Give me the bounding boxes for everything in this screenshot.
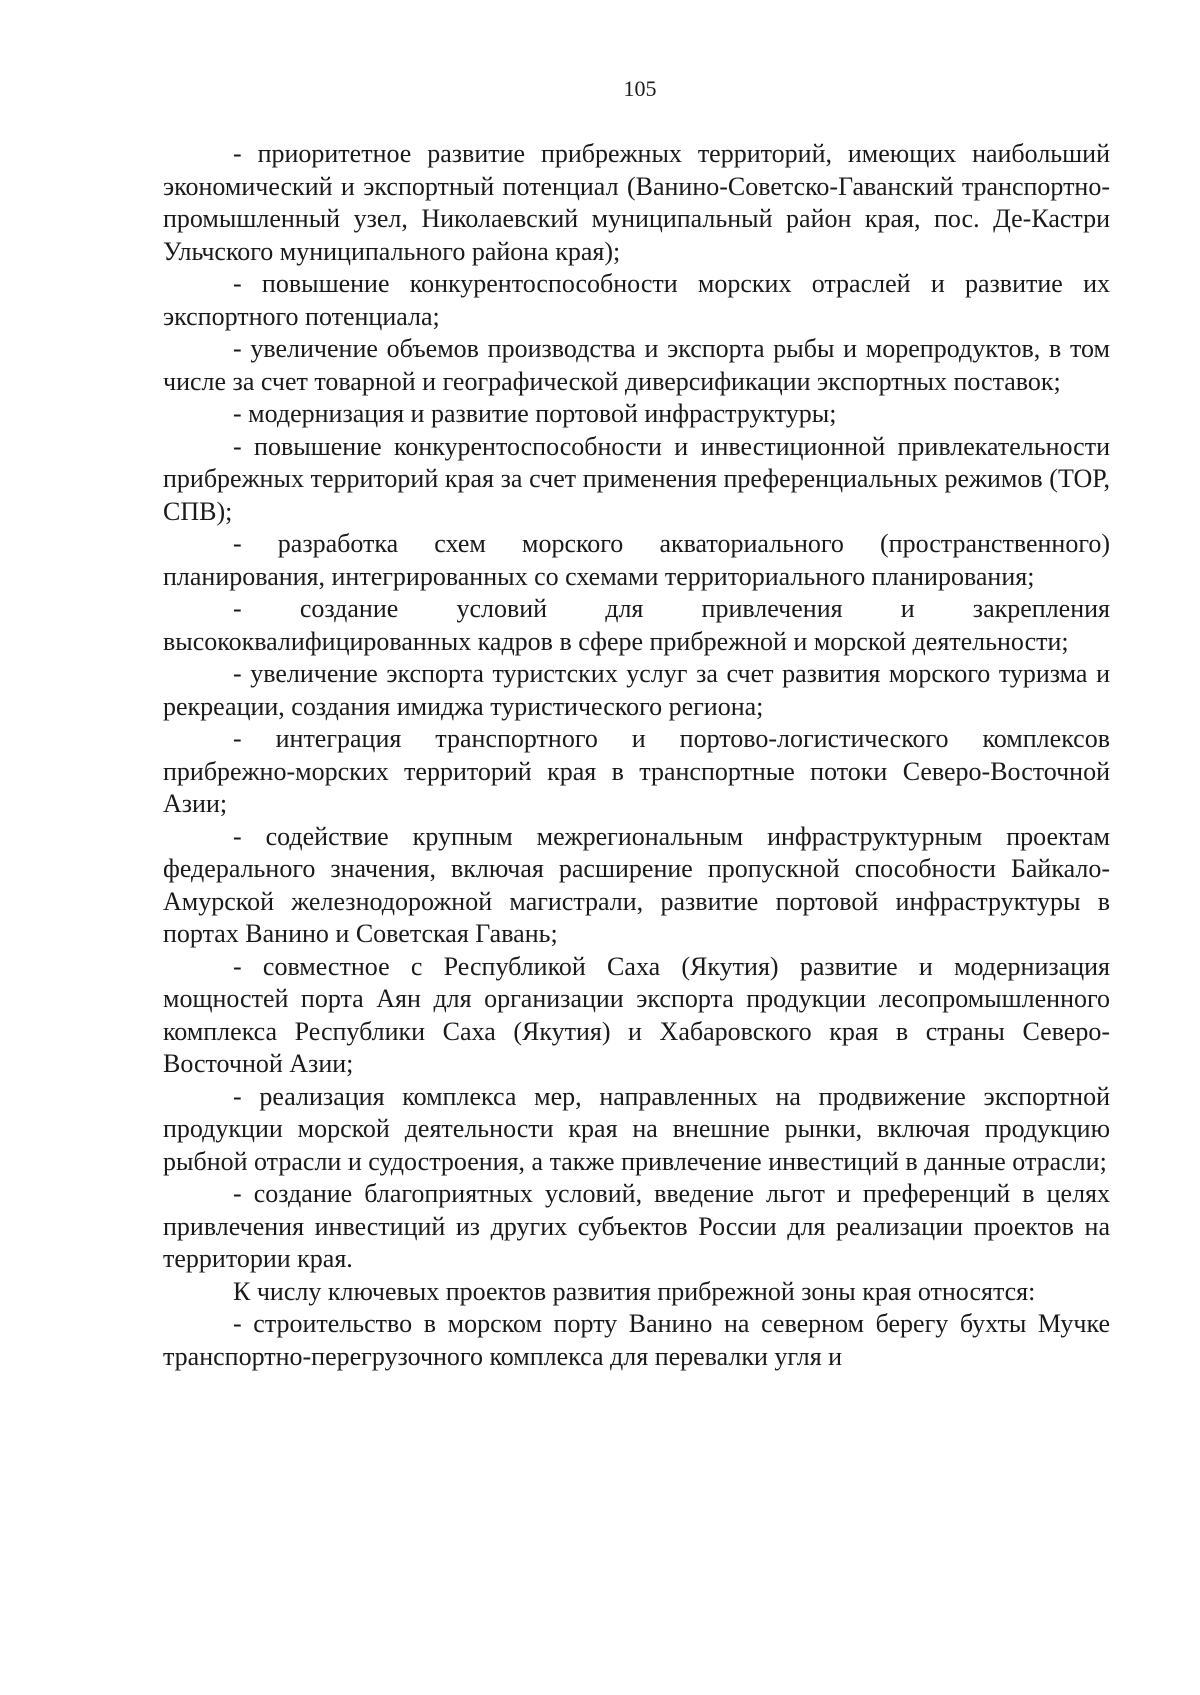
paragraph: - модернизация и развитие портовой инфраструктуры; bbox=[233, 399, 837, 428]
paragraph: - интеграция транспортного и портово-логистического комплексов прибрежно-морских территорий края в транспортные потоки Северо-Восточной Азии; bbox=[163, 724, 1110, 818]
paragraph: К числу ключевых проектов развития прибрежной зоны края относятся: bbox=[233, 1276, 1036, 1306]
page-number: 105 bbox=[623, 76, 657, 101]
paragraph: - совместное с Республикой Саха (Якутия) развитие и модернизация мощностей порта Аян для организации экспорта продукции лесопромышленного комплекса Республики Саха (Якутия) и Хабаровского края в страны Северо-Восточной Азии; bbox=[163, 951, 1110, 1078]
paragraph: - увеличение объемов производства и экспорта рыбы и морепродуктов, в том числе за счет товарной и географической диверсификации экспортных поставок; bbox=[163, 334, 1110, 396]
document-body bbox=[163, 138, 1110, 1373]
paragraph: - реализация комплекса мер, направленных на продвижение экспортной продукции морской деятельности края на внешние рынки, включая продукцию рыбной отрасли и судостроения, а также привлечение инвестиций в данные отрасли; bbox=[163, 1081, 1110, 1176]
paragraph: - содействие крупным межрегиональным инфраструктурным проектам федерального значения, включая расширение пропускной способности Байкало-Амурской железнодорожной магистрали, развитие портовой инфраструктуры в портах Ванино и Советская Гавань; bbox=[163, 821, 1110, 948]
paragraph: - строительство в морском порту Ванино на северном берегу бухты Мучке транспортно-перегрузочного комплекса для перевалки угля и bbox=[163, 1309, 1110, 1371]
paragraph: - повышение конкурентоспособности и инвестиционной привлекательности прибрежных территорий края за счет применения преференциальных режимов (ТОР, СПВ); bbox=[163, 431, 1110, 526]
paragraph: - разработка схем морского акваториального (пространственного) планирования, интегрированных со схемами территориального планирования; bbox=[163, 529, 1110, 591]
paragraph: - создание условий для привлечения и закрепления высококвалифицированных кадров в сфере прибрежной и морской деятельности; bbox=[163, 594, 1110, 656]
paragraph: - приоритетное развитие прибрежных территорий, имеющих наибольший экономический и экспортный потенциал (Ванино-Советско-Гаванский транспортно-промышленный узел, Николаевский муниципальный район края, пос. Де-Кастри Ульчского муниципального района края); bbox=[163, 139, 1110, 266]
paragraph: - создание благоприятных условий, введение льгот и преференций в целях привлечения инвестиций из других субъектов России для реализации проектов на территории края. bbox=[163, 1179, 1110, 1273]
paragraph: - увеличение экспорта туристских услуг за счет развития морского туризма и рекреации, создания имиджа туристического региона; bbox=[163, 659, 1110, 721]
paragraph: - повышение конкурентоспособности морских отраслей и развитие их экспортного потенциала; bbox=[163, 269, 1110, 331]
